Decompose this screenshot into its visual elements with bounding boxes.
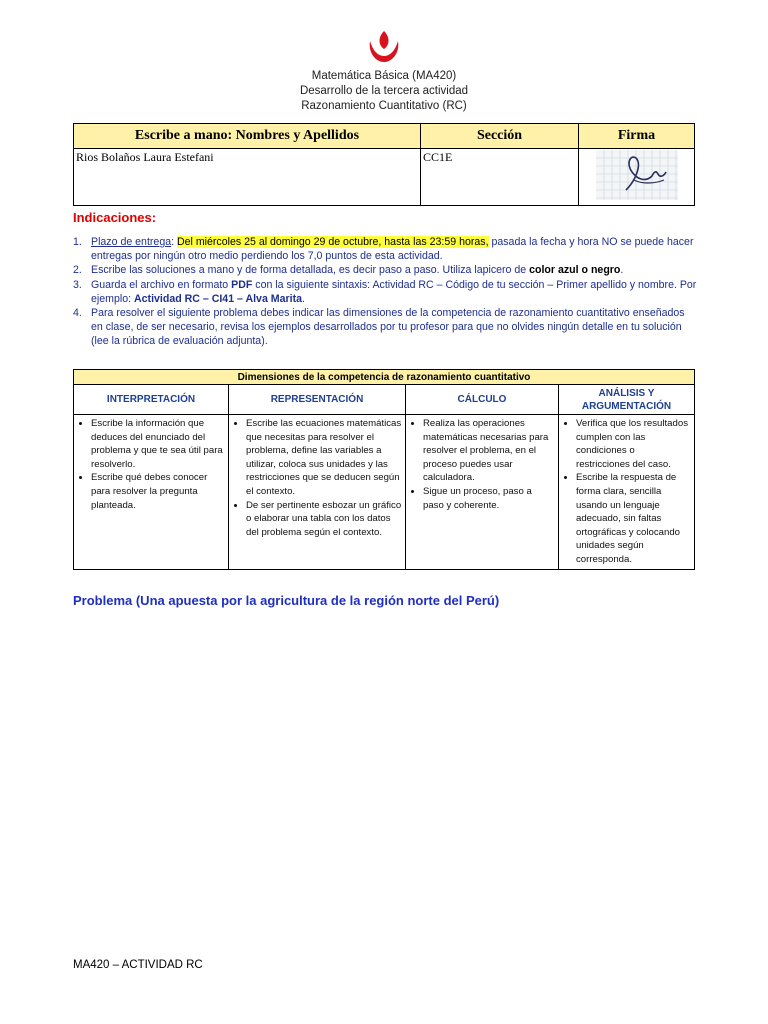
student-name: Rios Bolaños Laura Estefani [74, 149, 421, 206]
upc-logo [364, 27, 404, 67]
name-header: Escribe a mano: Nombres y Apellidos [74, 124, 421, 149]
list-item: • Sigue un proceso, paso a paso y coherente. [423, 485, 555, 512]
instruction-number: 2. [73, 264, 82, 277]
calculo-cell [406, 415, 559, 570]
dimensions-title: Dimensiones de la competencia de razonamiento cuantitativo [74, 370, 695, 385]
instruction-item: 4. Para resolver el siguiente problema debes indicar las dimensiones de la competencia de razonamiento cuantitativo enseñados en clase, de ser necesario, revisa los ejemplos desarrollados por tu profesor para que no olvides ningún detalle en tu solución (lee la rúbrica de evaluación adjunta). [73, 307, 685, 348]
deadline-label: Plazo de entrega [91, 236, 172, 248]
page-footer: MA420 – ACTIVIDAD RC [73, 959, 203, 971]
instruction-number: 4. [73, 307, 82, 320]
course-title: Matemática Básica (MA420) [311, 70, 457, 82]
student-info-table [73, 123, 695, 206]
list-item: • Escribe la respuesta de forma clara, sencilla usando un lenguaje adecuado, sin faltas ortográficas y colocando unidades según corresponda. [576, 471, 691, 566]
student-section: CC1E [421, 149, 579, 206]
topic-title: Razonamiento Cuantitativo (RC) [301, 100, 467, 112]
list-item: • Escribe la información que deduces del enunciado del problema y que te sea útil para resolverlo. [91, 417, 225, 471]
dimensions-table [73, 369, 695, 570]
signature-image [596, 150, 678, 200]
activity-title: Desarrollo de la tercera actividad [299, 85, 469, 97]
column-header: INTERPRETACIÓN [74, 385, 229, 415]
instruction-item: 2. Escribe las soluciones a mano y de forma detallada, es decir paso a paso. Utiliza lapicero de color azul o negro. [73, 264, 624, 277]
instruction-item: 1. Plazo de entrega: Del miércoles 25 al domingo 29 de octubre, hasta las 23:59 horas, pasada la fecha y hora NO se puede hacer entregas por ningún otro medio perdiendo los 7,0 puntos de esta actividad. [73, 236, 694, 263]
list-item: • Escribe qué debes conocer para resolver la pregunta planteada. [91, 471, 225, 512]
problem-title: Problema (Una apuesta por la agricultura de la región norte del Perú) [73, 593, 500, 608]
indicaciones-title: Indicaciones: [73, 210, 157, 225]
list-item: • Escribe las ecuaciones matemáticas que necesitas para resolver el problema, define las variables a utilizar, coloca sus unidades y las restricciones que se deducen según el contexto. [246, 417, 402, 499]
analisis-cell [559, 415, 695, 570]
instruction-number: 1. [73, 236, 82, 248]
instruction-number: 3. [73, 278, 82, 291]
representacion-cell [229, 415, 406, 570]
list-item: • Realiza las operaciones matemáticas necesarias para resolver el problema, en el proceso puedes usar calculadora. [423, 417, 555, 485]
column-header: REPRESENTACIÓN [229, 385, 406, 415]
section-header: Sección [421, 124, 579, 149]
deadline-highlight: Del miércoles 25 al domingo 29 de octubre, hasta las 23:59 horas, [177, 236, 489, 248]
list-item: • De ser pertinente esbozar un gráfico o elaborar una tabla con los datos del problema según el contexto. [246, 499, 402, 540]
signature-header: Firma [579, 124, 695, 149]
list-item: • Verifica que los resultados cumplen con las condiciones o restricciones del caso. [576, 417, 691, 471]
column-header: ANÁLISIS Y ARGUMENTACIÓN [559, 385, 695, 415]
instructions-list [73, 235, 697, 349]
interpretacion-cell [74, 415, 229, 570]
instruction-item: 3. Guarda el archivo en formato PDF con la siguiente sintaxis: Actividad RC – Código de tu sección – Primer apellido y nombre. Por ejemplo: Actividad RC – CI41 – Alva Marita. [73, 278, 697, 305]
column-header: CÁLCULO [406, 385, 559, 415]
signature-cell [579, 149, 695, 206]
